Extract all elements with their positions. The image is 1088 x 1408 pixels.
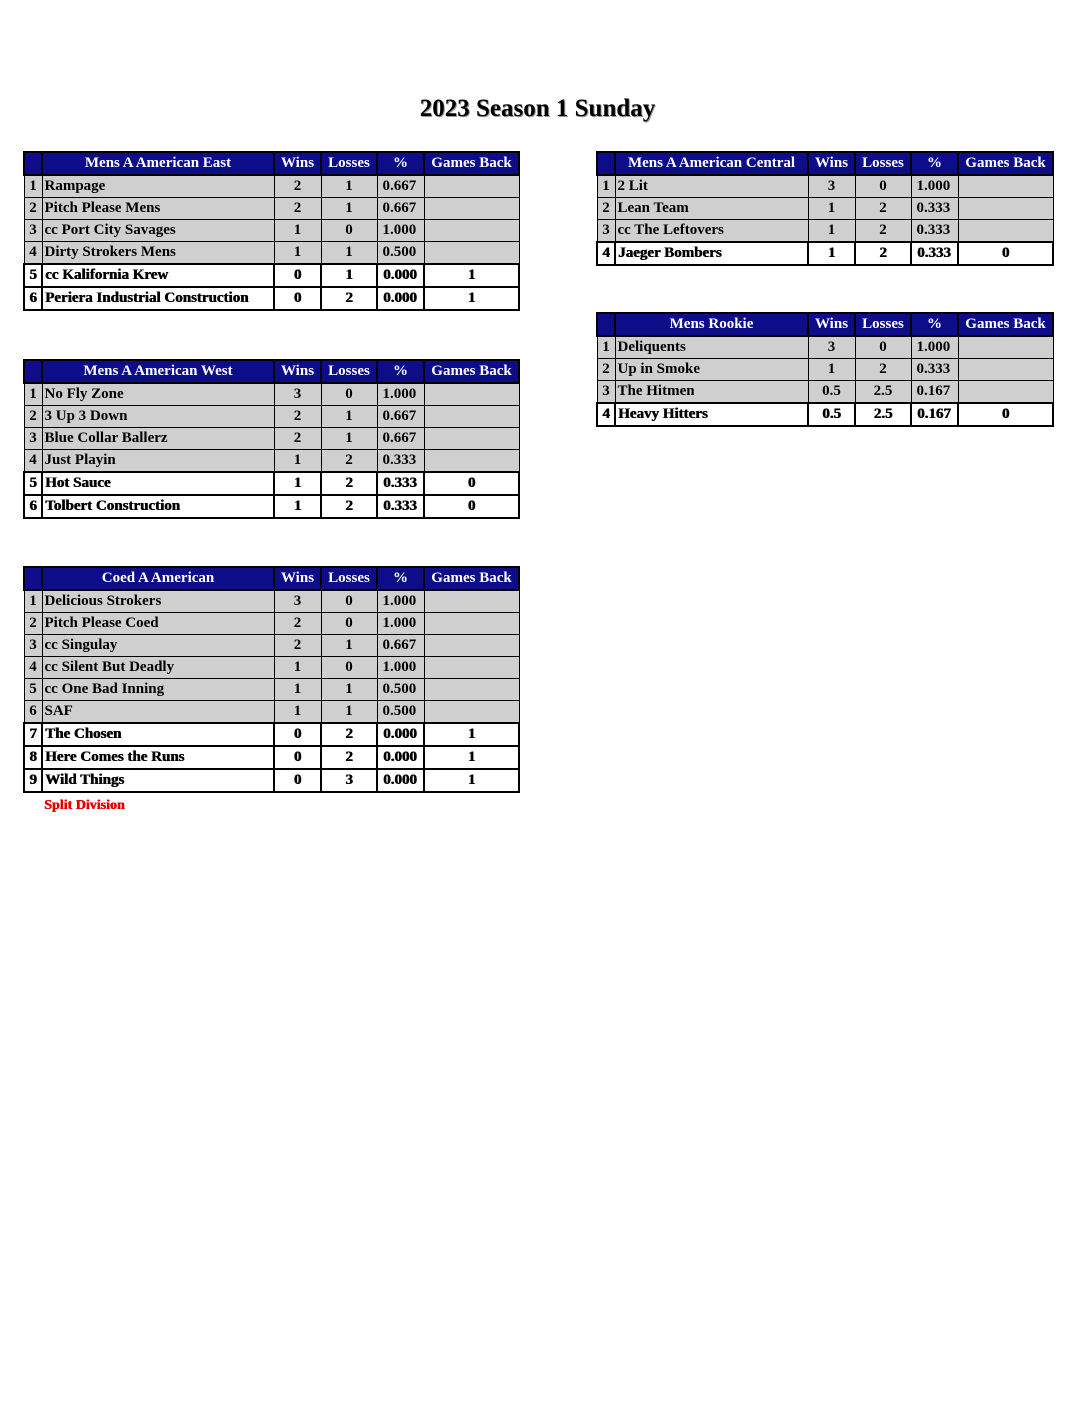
rank-cell: 2 — [24, 406, 42, 428]
rank-cell: 3 — [597, 220, 615, 243]
pct-cell: 0.333 — [377, 472, 424, 495]
table-row — [597, 242, 1053, 265]
pct-cell: 0.333 — [911, 359, 958, 381]
wins-cell: 2 — [274, 428, 321, 450]
table-row — [24, 635, 519, 657]
games-back-cell: 1 — [424, 769, 519, 792]
rank-cell: 6 — [24, 495, 42, 518]
team-name-cell: cc Silent But Deadly — [42, 657, 274, 679]
team-name-cell: Periera Industrial Construction — [42, 287, 274, 310]
rank-cell: 4 — [24, 450, 42, 473]
games-back-cell: 1 — [424, 746, 519, 769]
losses-cell: 2 — [855, 359, 911, 381]
team-name-cell: The Hitmen — [615, 381, 808, 404]
header-pct: % — [911, 313, 958, 336]
division-name: Mens A American East — [42, 152, 274, 175]
losses-cell: 2 — [321, 450, 377, 473]
rank-cell: 2 — [597, 198, 615, 220]
table-row — [597, 403, 1053, 426]
table-header-row — [24, 360, 519, 383]
pct-cell: 0.333 — [377, 495, 424, 518]
games-back-cell — [958, 198, 1053, 220]
rank-cell: 4 — [597, 403, 615, 426]
wins-cell: 1 — [274, 701, 321, 724]
table-row — [24, 657, 519, 679]
table-row — [24, 472, 519, 495]
header-losses: Losses — [855, 152, 911, 175]
pct-cell: 0.667 — [377, 428, 424, 450]
rank-cell: 4 — [24, 657, 42, 679]
header-losses: Losses — [321, 152, 377, 175]
team-name-cell: The Chosen — [42, 723, 274, 746]
losses-cell: 0 — [321, 613, 377, 635]
team-name-cell: Pitch Please Mens — [42, 198, 274, 220]
games-back-cell — [424, 635, 519, 657]
team-name-cell: cc The Leftovers — [615, 220, 808, 243]
losses-cell: 1 — [321, 242, 377, 265]
header-rank-cell — [24, 360, 42, 383]
rank-cell: 3 — [24, 220, 42, 242]
pct-cell: 0.500 — [377, 679, 424, 701]
pct-cell: 0.333 — [911, 242, 958, 265]
team-name-cell: Pitch Please Coed — [42, 613, 274, 635]
wins-cell: 2 — [274, 175, 321, 198]
table-row — [24, 723, 519, 746]
games-back-cell — [958, 336, 1053, 359]
games-back-cell: 0 — [958, 242, 1053, 265]
team-name-cell: Wild Things — [42, 769, 274, 792]
losses-cell: 0 — [321, 220, 377, 242]
team-name-cell: No Fly Zone — [42, 383, 274, 406]
table-row — [597, 336, 1053, 359]
games-back-cell — [958, 220, 1053, 243]
wins-cell: 1 — [274, 657, 321, 679]
losses-cell: 2 — [855, 198, 911, 220]
rank-cell: 5 — [24, 472, 42, 495]
losses-cell: 1 — [321, 635, 377, 657]
header-wins: Wins — [808, 313, 855, 336]
team-name-cell: Just Playin — [42, 450, 274, 473]
header-pct: % — [377, 567, 424, 590]
rank-cell: 1 — [24, 383, 42, 406]
losses-cell: 2.5 — [855, 381, 911, 404]
losses-cell: 1 — [321, 406, 377, 428]
rank-cell: 7 — [24, 723, 42, 746]
losses-cell: 2 — [855, 242, 911, 265]
pct-cell: 1.000 — [377, 590, 424, 613]
losses-cell: 0 — [321, 590, 377, 613]
pct-cell: 0.333 — [911, 220, 958, 243]
rank-cell: 1 — [597, 175, 615, 198]
games-back-cell — [424, 406, 519, 428]
table-row — [597, 198, 1053, 220]
games-back-cell — [424, 613, 519, 635]
rank-cell: 1 — [24, 175, 42, 198]
header-rank-cell — [24, 567, 42, 590]
team-name-cell: Rampage — [42, 175, 274, 198]
table-row — [24, 746, 519, 769]
losses-cell: 2 — [321, 495, 377, 518]
wins-cell: 2 — [274, 613, 321, 635]
losses-cell: 0 — [855, 175, 911, 198]
losses-cell: 2 — [855, 220, 911, 243]
wins-cell: 0 — [274, 264, 321, 287]
losses-cell: 2 — [321, 746, 377, 769]
team-name-cell: Up in Smoke — [615, 359, 808, 381]
page-title: 2023 Season 1 Sunday — [419, 95, 656, 122]
rank-cell: 6 — [24, 701, 42, 724]
division-name: Mens A American West — [42, 360, 274, 383]
team-name-cell: Here Comes the Runs — [42, 746, 274, 769]
wins-cell: 3 — [808, 336, 855, 359]
team-name-cell: cc Singulay — [42, 635, 274, 657]
division-name: Coed A American — [42, 567, 274, 590]
header-wins: Wins — [808, 152, 855, 175]
team-name-cell: Deliquents — [615, 336, 808, 359]
wins-cell: 1 — [274, 242, 321, 265]
losses-cell: 2.5 — [855, 403, 911, 426]
table-header-row — [24, 152, 519, 175]
table-row — [24, 613, 519, 635]
team-name-cell: cc Kalifornia Krew — [42, 264, 274, 287]
wins-cell: 0 — [274, 723, 321, 746]
standings-table-coed-a-american — [23, 566, 520, 793]
wins-cell: 3 — [274, 590, 321, 613]
table-row — [24, 769, 519, 792]
wins-cell: 3 — [808, 175, 855, 198]
table-row — [24, 590, 519, 613]
wins-cell: 3 — [274, 383, 321, 406]
games-back-cell — [424, 590, 519, 613]
games-back-cell: 0 — [424, 472, 519, 495]
team-name-cell: Tolbert Construction — [42, 495, 274, 518]
pct-cell: 1.000 — [377, 383, 424, 406]
losses-cell: 1 — [321, 679, 377, 701]
header-losses: Losses — [321, 360, 377, 383]
wins-cell: 1 — [808, 198, 855, 220]
losses-cell: 2 — [321, 472, 377, 495]
table-row — [24, 175, 519, 198]
header-games-back: Games Back — [424, 152, 519, 175]
split-division-note: Split Division — [44, 798, 125, 813]
team-name-cell: Heavy Hitters — [615, 403, 808, 426]
losses-cell: 1 — [321, 428, 377, 450]
header-rank-cell — [597, 152, 615, 175]
standings-table-mens-a-american-west — [23, 359, 520, 519]
rank-cell: 1 — [597, 336, 615, 359]
header-games-back: Games Back — [424, 567, 519, 590]
games-back-cell: 0 — [424, 495, 519, 518]
table-row — [24, 287, 519, 310]
pct-cell: 0.000 — [377, 769, 424, 792]
table-row — [597, 175, 1053, 198]
header-wins: Wins — [274, 360, 321, 383]
wins-cell: 2 — [274, 198, 321, 220]
header-wins: Wins — [274, 567, 321, 590]
wins-cell: 1 — [808, 220, 855, 243]
team-name-cell: cc One Bad Inning — [42, 679, 274, 701]
games-back-cell — [424, 242, 519, 265]
team-name-cell: cc Port City Savages — [42, 220, 274, 242]
rank-cell: 2 — [597, 359, 615, 381]
table-row — [24, 406, 519, 428]
rank-cell: 4 — [597, 242, 615, 265]
header-wins: Wins — [274, 152, 321, 175]
rank-cell: 8 — [24, 746, 42, 769]
table-row — [24, 450, 519, 473]
games-back-cell — [424, 383, 519, 406]
table-row — [597, 381, 1053, 404]
header-games-back: Games Back — [958, 313, 1053, 336]
team-name-cell: Blue Collar Ballerz — [42, 428, 274, 450]
division-name: Mens Rookie — [615, 313, 808, 336]
pct-cell: 1.000 — [911, 336, 958, 359]
wins-cell: 1 — [274, 220, 321, 242]
header-games-back: Games Back — [424, 360, 519, 383]
losses-cell: 2 — [321, 723, 377, 746]
wins-cell: 1 — [274, 472, 321, 495]
losses-cell: 0 — [321, 657, 377, 679]
pct-cell: 0.667 — [377, 406, 424, 428]
pct-cell: 1.000 — [377, 657, 424, 679]
team-name-cell: SAF — [42, 701, 274, 724]
games-back-cell — [424, 701, 519, 724]
rank-cell: 1 — [24, 590, 42, 613]
games-back-cell — [958, 175, 1053, 198]
wins-cell: 1 — [274, 450, 321, 473]
losses-cell: 1 — [321, 701, 377, 724]
losses-cell: 2 — [321, 287, 377, 310]
header-rank-cell — [24, 152, 42, 175]
losses-cell: 0 — [855, 336, 911, 359]
wins-cell: 1 — [808, 242, 855, 265]
games-back-cell: 1 — [424, 723, 519, 746]
team-name-cell: Dirty Strokers Mens — [42, 242, 274, 265]
header-pct: % — [377, 360, 424, 383]
team-name-cell: Jaeger Bombers — [615, 242, 808, 265]
header-losses: Losses — [321, 567, 377, 590]
pct-cell: 0.000 — [377, 264, 424, 287]
table-row — [24, 242, 519, 265]
rank-cell: 5 — [24, 264, 42, 287]
pct-cell: 1.000 — [377, 613, 424, 635]
table-row — [597, 359, 1053, 381]
pct-cell: 0.000 — [377, 746, 424, 769]
games-back-cell: 0 — [958, 403, 1053, 426]
division-name: Mens A American Central — [615, 152, 808, 175]
pct-cell: 0.167 — [911, 403, 958, 426]
table-header-row — [597, 313, 1053, 336]
games-back-cell: 1 — [424, 287, 519, 310]
table-row — [24, 220, 519, 242]
wins-cell: 0.5 — [808, 381, 855, 404]
standings-table-mens-a-american-east — [23, 151, 520, 311]
games-back-cell — [958, 359, 1053, 381]
games-back-cell — [424, 220, 519, 242]
rank-cell: 2 — [24, 198, 42, 220]
games-back-cell — [424, 198, 519, 220]
pct-cell: 0.667 — [377, 198, 424, 220]
team-name-cell: Lean Team — [615, 198, 808, 220]
pct-cell: 0.000 — [377, 723, 424, 746]
team-name-cell: Hot Sauce — [42, 472, 274, 495]
losses-cell: 3 — [321, 769, 377, 792]
wins-cell: 1 — [274, 495, 321, 518]
pct-cell: 0.667 — [377, 175, 424, 198]
table-row — [24, 679, 519, 701]
rank-cell: 6 — [24, 287, 42, 310]
team-name-cell: Delicious Strokers — [42, 590, 274, 613]
games-back-cell — [424, 428, 519, 450]
header-games-back: Games Back — [958, 152, 1053, 175]
header-pct: % — [911, 152, 958, 175]
losses-cell: 0 — [321, 383, 377, 406]
table-row — [24, 264, 519, 287]
pct-cell: 0.500 — [377, 242, 424, 265]
header-pct: % — [377, 152, 424, 175]
wins-cell: 2 — [274, 406, 321, 428]
games-back-cell — [424, 657, 519, 679]
losses-cell: 1 — [321, 264, 377, 287]
standings-table-mens-rookie — [596, 312, 1054, 427]
pct-cell: 0.667 — [377, 635, 424, 657]
games-back-cell — [424, 175, 519, 198]
wins-cell: 2 — [274, 635, 321, 657]
team-name-cell: 2 Lit — [615, 175, 808, 198]
wins-cell: 0 — [274, 769, 321, 792]
wins-cell: 1 — [274, 679, 321, 701]
losses-cell: 1 — [321, 175, 377, 198]
wins-cell: 0 — [274, 287, 321, 310]
games-back-cell — [958, 381, 1053, 404]
rank-cell: 3 — [24, 428, 42, 450]
table-header-row — [597, 152, 1053, 175]
team-name-cell: 3 Up 3 Down — [42, 406, 274, 428]
wins-cell: 0.5 — [808, 403, 855, 426]
wins-cell: 0 — [274, 746, 321, 769]
table-row — [24, 198, 519, 220]
rank-cell: 5 — [24, 679, 42, 701]
header-losses: Losses — [855, 313, 911, 336]
table-row — [24, 495, 519, 518]
rank-cell: 2 — [24, 613, 42, 635]
pct-cell: 0.500 — [377, 701, 424, 724]
rank-cell: 9 — [24, 769, 42, 792]
rank-cell: 3 — [597, 381, 615, 404]
pct-cell: 1.000 — [911, 175, 958, 198]
table-row — [597, 220, 1053, 243]
games-back-cell: 1 — [424, 264, 519, 287]
standings-table-mens-a-american-central — [596, 151, 1054, 266]
pct-cell: 0.000 — [377, 287, 424, 310]
games-back-cell — [424, 450, 519, 473]
table-row — [24, 383, 519, 406]
table-row — [24, 428, 519, 450]
pct-cell: 0.333 — [377, 450, 424, 473]
rank-cell: 4 — [24, 242, 42, 265]
rank-cell: 3 — [24, 635, 42, 657]
pct-cell: 0.333 — [911, 198, 958, 220]
pct-cell: 1.000 — [377, 220, 424, 242]
table-row — [24, 701, 519, 724]
header-rank-cell — [597, 313, 615, 336]
games-back-cell — [424, 679, 519, 701]
table-header-row — [24, 567, 519, 590]
losses-cell: 1 — [321, 198, 377, 220]
wins-cell: 1 — [808, 359, 855, 381]
pct-cell: 0.167 — [911, 381, 958, 404]
